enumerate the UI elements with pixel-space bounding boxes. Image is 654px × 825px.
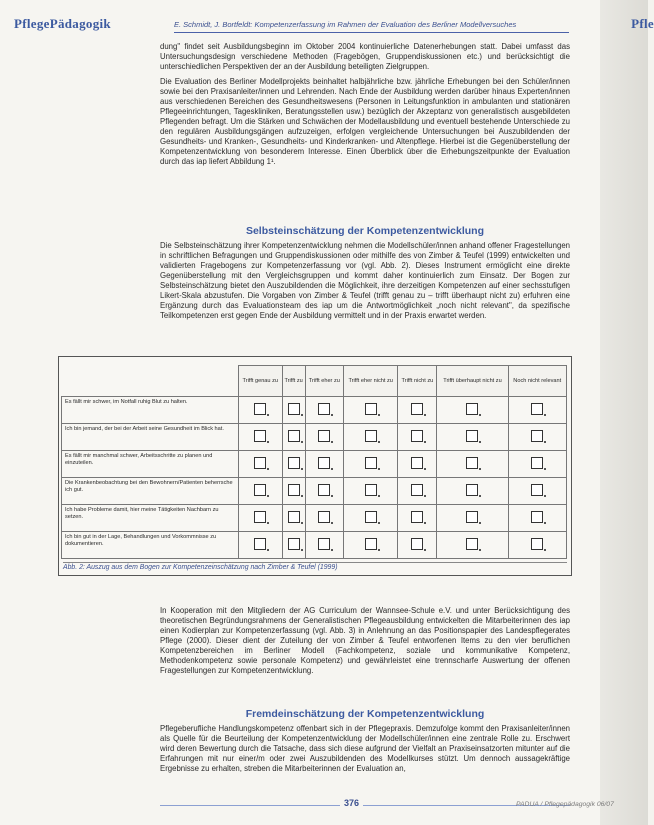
checkbox[interactable] <box>254 511 266 523</box>
checkbox[interactable] <box>411 511 423 523</box>
checkbox[interactable] <box>466 403 478 415</box>
figure-caption: Abb. 2: Auszug aus dem Bogen zur Kompetenzeinschätzung nach Zimber & Teufel (1999) <box>63 564 338 571</box>
table-row <box>62 424 567 451</box>
item-statement: Ich bin jemand, der bei der Arbeit seine Gesundheit im Blick hat. <box>62 424 239 451</box>
footer-issue: PADUA / Pflegepädagogik 06/07 <box>516 801 614 808</box>
checkbox[interactable] <box>365 403 377 415</box>
checkbox[interactable] <box>411 457 423 469</box>
checkbox[interactable] <box>318 457 330 469</box>
checkbox[interactable] <box>318 511 330 523</box>
after-figure-column <box>160 606 570 681</box>
checkbox[interactable] <box>531 403 543 415</box>
checkbox[interactable] <box>288 457 300 469</box>
checkbox[interactable] <box>365 511 377 523</box>
checkbox[interactable] <box>318 484 330 496</box>
checkbox[interactable] <box>288 511 300 523</box>
checkbox[interactable] <box>411 430 423 442</box>
checkbox[interactable] <box>466 457 478 469</box>
checkbox[interactable] <box>531 511 543 523</box>
page-number: 376 <box>340 798 363 808</box>
table-row <box>62 451 567 478</box>
caption-divider <box>63 562 567 563</box>
header-blank-cell <box>62 366 239 397</box>
checkbox[interactable] <box>254 403 266 415</box>
checkbox[interactable] <box>531 538 543 550</box>
checkbox[interactable] <box>318 430 330 442</box>
checkbox[interactable] <box>288 538 300 550</box>
running-head: E. Schmidt, J. Bortfeldt: Kompetenzerfassung im Rahmen der Evaluation des Berliner Modellversuches <box>174 18 569 33</box>
column-header: Noch nicht relevant <box>508 366 567 397</box>
intro-paragraph-2: Die Evaluation des Berliner Modellprojekts beinhaltet halbjährliche bzw. jährliche Erhebungen bei den Schüler/innen sowie bei den Praxisanleiter/innen und Lehrenden. Nach Ende der Ausbildung werden darüber hinaus Experten/innen aus verschiedenen Bereichen des Gesundheitswesens (Personen in Leitungsfunktion in ambulanten und stationären Pflegeeinrichtungen, Tageskliniken, Beratungsstellen usw.) bezüglich der Akzeptanz von generalistisch ausgebildeten Pflegenden befragt. Um die Stärken und Schwächen der Modellausbildung und eventuell bestehende Unterschiede zu den regulären Ausbildungsgängen aufzuzeigen, erfolgen vergleichende Untersuchungen bei Auszubildenden der Gesundheits- und Kranken-, Gesundheits- und Kinderkranken- und Altenpflege. Hierbei ist die Gegenüberstellung der Kompetenzentwicklung von besonderem Interesse. Einen Überblick über die Erhebungszeitpunkte der Evaluation durch das iap liefert Abbildung 1¹. <box>160 77 570 166</box>
column-header: Trifft überhaupt nicht zu <box>437 366 508 397</box>
figure-questionnaire-excerpt <box>58 356 572 576</box>
checkbox[interactable] <box>466 484 478 496</box>
checkbox[interactable] <box>288 430 300 442</box>
item-statement: Die Krankenbeobachtung bei den Bewohnern/Patienten beherrsche ich gut. <box>62 478 239 505</box>
item-statement: Ich habe Probleme damit, hier meine Tätigkeiten Nachbarn zu setzen. <box>62 505 239 532</box>
checkbox[interactable] <box>466 511 478 523</box>
checkbox[interactable] <box>411 538 423 550</box>
item-statement: Es fällt mir schwer, im Notfall ruhig Blut zu halten. <box>62 397 239 424</box>
checkbox[interactable] <box>531 430 543 442</box>
checkbox[interactable] <box>466 430 478 442</box>
section-self-assessment <box>160 225 570 326</box>
likert-table <box>61 365 567 559</box>
checkbox[interactable] <box>318 403 330 415</box>
checkbox[interactable] <box>288 484 300 496</box>
checkbox[interactable] <box>411 403 423 415</box>
checkbox[interactable] <box>411 484 423 496</box>
section-heading-self-assessment: Selbsteinschätzung der Kompetenzentwicklung <box>245 225 485 237</box>
intro-paragraph-1: dung" findet seit Ausbildungsbeginn im Oktober 2004 kontinuierliche Datenerhebungen statt. Dabei umfasst das Untersuchungsdesign verschiedene Methoden (Fragebögen, Gruppendiskussionen etc.) und berücksichtigt die unterschiedlichen Perspektiven der an der Ausbildung beteiligten Zielgruppen. <box>160 42 570 71</box>
checkbox[interactable] <box>365 430 377 442</box>
checkbox[interactable] <box>365 484 377 496</box>
likert-header-row <box>62 366 567 397</box>
self-assessment-paragraph: Die Selbsteinschätzung ihrer Kompetenzentwicklung nehmen die Modellschüler/innen anhand offener Fragestellungen in schriftlichen Befragungen und Gruppendiskussionen oder mithilfe des von Zimber & Teufel (1999) entwickelten und validierten Fragebogens zur Kompetenzerfassung vor (vgl. Abb. 2). Dieses Instrument ermöglicht eine direkte Gegenüberstellung mit den Vergleichsgruppen und kommt daher kontinuierlich zum Einsatz. Der Bogen zur Selbsteinschätzung bietet den Auszubildenden die Möglichkeit, ihre derzeitigen Kompetenzen auf einer sechsstufigen Likert-Skala abzustufen. Die Vorgaben von Zimber & Teufel (trifft genau zu – trifft überhaupt nicht zu) erfuhren eine Ergänzung durch das Evaluationsteam des iap um die Antwortmöglichkeit „noch nicht relevant", da spezifische Teilkompetenzen erst gegen Ende der Ausbildung vermittelt und in der Praxis erwartet werden. <box>160 241 570 320</box>
intro-column <box>160 42 570 172</box>
column-header: Trifft eher nicht zu <box>344 366 398 397</box>
column-header: Trifft genau zu <box>239 366 283 397</box>
external-assessment-paragraph: Pflegeberufliche Handlungskompetenz offenbart sich in der Pflegepraxis. Demzufolge kommt den Praxisanleiter/innen als Quelle für die Beurteilung der Kompetenzentwicklung der Modellschüler/innen eine zentrale Rolle zu. Erschwert wird deren Bewertung durch die Tatsache, dass sich diese aufgrund der Vielfalt an Praxiseinsatzorten mitunter auf die Erfahrungen mit nur einer/m oder zwei Auszubildenden des Modellkurses stützt. Um dennoch aussagekräftige Ergebnisse zu erhalten, streben die Mitarbeiterinnen der Evaluation an, <box>160 724 570 773</box>
checkbox[interactable] <box>531 484 543 496</box>
journal-title: PflegePädagogik <box>14 16 111 31</box>
column-header: Trifft eher zu <box>305 366 343 397</box>
checkbox[interactable] <box>254 538 266 550</box>
column-header: Trifft nicht zu <box>398 366 437 397</box>
footer-divider <box>160 805 570 806</box>
checkbox[interactable] <box>288 403 300 415</box>
adjacent-page-edge <box>600 0 648 825</box>
checkbox[interactable] <box>254 430 266 442</box>
item-statement: Es fällt mir manchmal schwer, Arbeitsschritte zu planen und einzuteilen. <box>62 451 239 478</box>
checkbox[interactable] <box>466 538 478 550</box>
table-row <box>62 478 567 505</box>
section-heading-external-assessment: Fremdeinschätzung der Kompetenzentwicklung <box>245 708 485 720</box>
table-row <box>62 532 567 559</box>
checkbox[interactable] <box>365 538 377 550</box>
section-external-assessment <box>160 708 570 779</box>
checkbox[interactable] <box>318 538 330 550</box>
journal-title-next-page: Pfle <box>631 16 654 31</box>
table-row <box>62 505 567 532</box>
checkbox[interactable] <box>365 457 377 469</box>
coding-plan-paragraph: In Kooperation mit den Mitgliedern der AG Curriculum der Wannsee-Schule e.V. und unter Berücksichtigung des theoretischen Begründungsrahmens der Generalistischen Pflegeausbildung entwickelten die Mitarbeiterinnen des iap einen Kodierplan zur Kompetenzerfassung (vgl. Abb. 3) in Anlehnung an das Positionspapier des Landespflegerates Pflege (2000). Dieser dient der Zuteilung der von Zimber & Teufel entworfenen Items zu den vier beruflichen Kompetenzbereichen im Berliner Modell (Fachkompetenz, soziale und kommunikative Kompetenz, Methodenkompetenz sowie personale Kompetenz) und gewährleistet eine trennscharfe Auswertung der offenen Fragestellungen zur Kompetenzentwicklung. <box>160 606 570 675</box>
checkbox[interactable] <box>254 484 266 496</box>
checkbox[interactable] <box>531 457 543 469</box>
item-statement: Ich bin gut in der Lage, Behandlungen und Vorkommnisse zu dokumentieren. <box>62 532 239 559</box>
table-row <box>62 397 567 424</box>
checkbox[interactable] <box>254 457 266 469</box>
column-header: Trifft zu <box>282 366 305 397</box>
